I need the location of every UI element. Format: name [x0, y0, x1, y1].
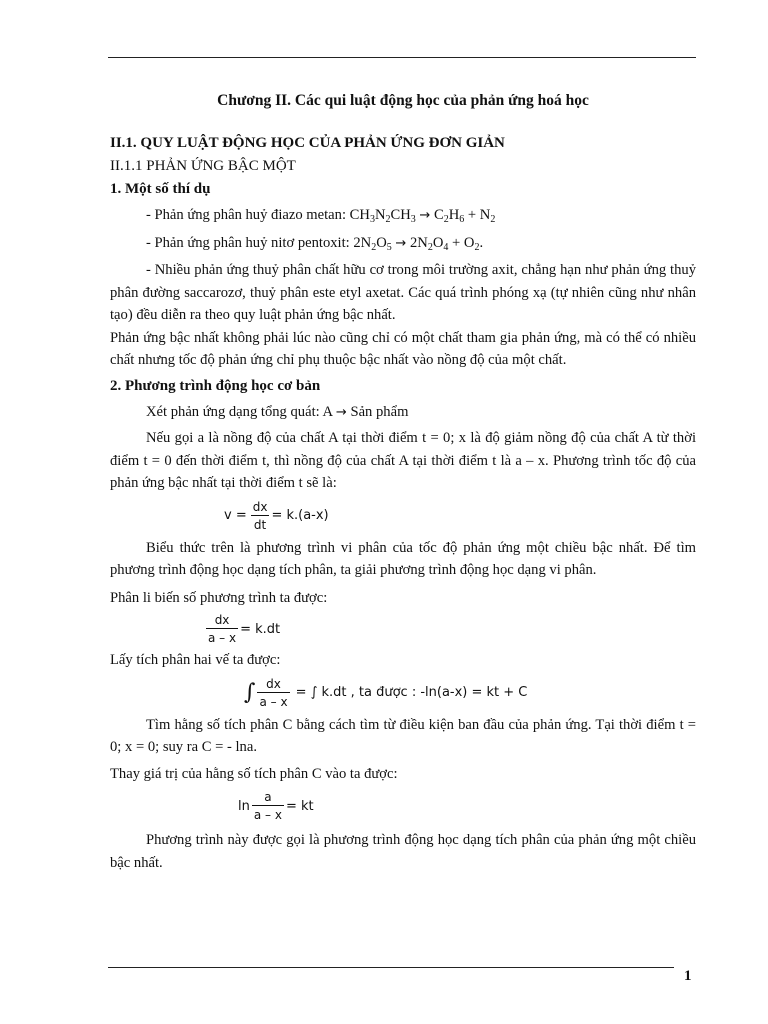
equation-integral: ∫ $\frac{dx}{a - x}$ = ∫ k.dt , ta được : -ln(a-x) = kt + C — [244, 676, 528, 709]
header-rule — [108, 57, 696, 58]
integral-icon: ∫ — [244, 679, 256, 705]
chapter-title: Chương II. Các qui luật động học của phản ứng hoá học — [217, 92, 589, 109]
fraction: $\frac{dx}{a - x}$ — [208, 613, 237, 645]
fraction: $\frac{dx}{a - x}$ — [259, 676, 288, 709]
paragraph-first-order-note: Phản ứng bậc nhất không phải lúc nào cũng chỉ có một chất tham gia phản ứng, mà có thể có nhiều chất nhưng tốc độ phản ứng chỉ phụ thuộc bậc nhất vào nồng độ của một chất. — [110, 329, 696, 368]
general-reaction: Xét phản ứng dạng tổng quát: A → Sản phẩm — [146, 403, 409, 420]
paragraph-substitute: Thay giá trị của hằng số tích phân C vào ta được: — [110, 765, 398, 782]
paragraph-hydrolysis: - Nhiều phản ứng thuỷ phân chất hữu cơ trong môi trường axit, chẳng hạn như phản ứng thuỷ phân đường saccarozơ, thuỷ phân este etyl axetat. Các quá trình phóng xạ (tự nhiên cũng như nhân tạo) đều diễn ra theo quy luật phản ứng bậc nhất. — [110, 262, 696, 323]
fraction: $\frac{a}{a - x}$ — [253, 790, 282, 822]
section-heading: II.1. QUY LUẬT ĐỘNG HỌC CỦA PHẢN ỨNG ĐƠN GIẢN — [110, 135, 505, 151]
fraction: $\frac{dx}{dt}$ — [252, 499, 268, 532]
paragraph-differential: Biểu thức trên là phương trình vi phân của tốc độ phản ứng một chiều bậc nhất. Để tìm phương trình động học dạng tích phân, ta giải phương trình động học dạng vi phân. — [110, 539, 696, 578]
example-diazomethane: - Phản ứng phân huỷ điazo metan: $CH_3N_2CH_3 \to C_2H_6 + N_2$ — [146, 207, 496, 225]
arrow-icon: → — [419, 208, 431, 223]
paragraph-conclusion: Phương trình này được gọi là phương trình động học dạng tích phân của phản ứng một chiều bậc nhất. — [110, 832, 696, 871]
paragraph-separation: Phân li biến số phương trình ta được: — [110, 589, 328, 606]
heading-kinetic-equation: 2. Phương trình động học cơ bản — [110, 377, 321, 394]
arrow-icon: → — [335, 404, 347, 420]
paragraph-definitions: Nếu gọi a là nồng độ của chất A tại thời điểm t = 0; x là độ giảm nồng độ của chất A từ thời điểm t = 0 đến thời điểm t, thì nồng độ của chất A tại thời điểm t là a – x. Phương trình tốc độ của phản ứng bậc nhất tại thời điểm t sẽ là: — [110, 430, 696, 491]
page-content — [110, 84, 696, 874]
paragraph-constant: Tìm hằng số tích phân C bằng cách tìm từ điều kiện ban đầu của phản ứng. Tại thời điểm t = 0; x = 0; suy ra C = - lna. — [110, 716, 696, 755]
page-number: 1 — [684, 968, 692, 984]
example-nitrogen-pentoxide: - Phản ứng phân huỷ nitơ pentoxit: $2N_2O_5 \to 2N_2O_4 + O_2$. — [146, 234, 484, 253]
subsection-heading: II.1.1 PHẢN ỨNG BẬC MỘT — [110, 158, 296, 174]
footer-rule — [108, 967, 674, 968]
equation-rate: v = $\frac{dx}{dt}$ = k.(a-x) — [224, 499, 329, 532]
equation-separated: $\frac{dx}{a - x}$ = k.dt — [208, 613, 281, 645]
paragraph-integrate: Lấy tích phân hai vế ta được: — [110, 652, 281, 668]
equation-integrated: ln $\frac{a}{a - x}$ = kt — [238, 790, 314, 822]
heading-examples: 1. Một số thí dụ — [110, 181, 211, 197]
arrow-icon: → — [395, 235, 407, 251]
